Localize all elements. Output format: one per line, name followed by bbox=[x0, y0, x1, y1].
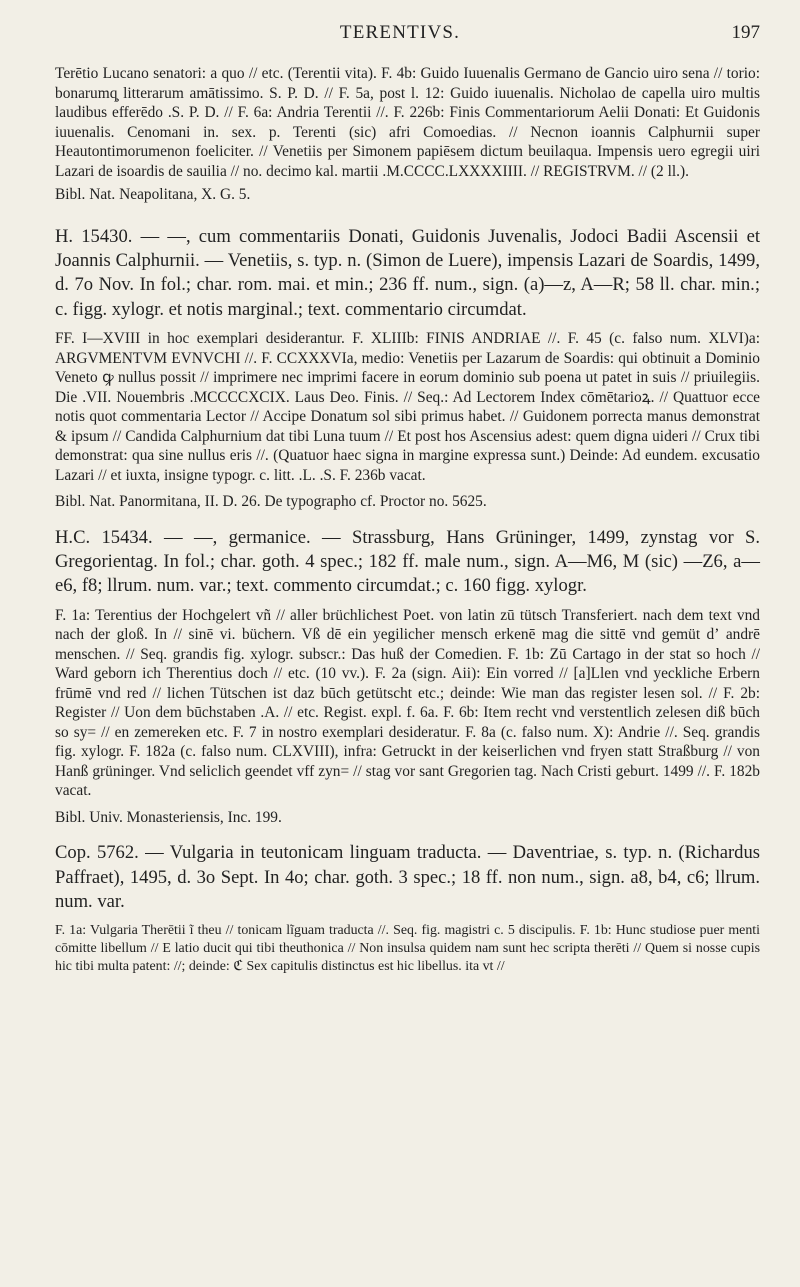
paragraph-p9: Cop. 5762. — Vulgaria in teutonicam linguam traducta. — Daventriae, s. typ. n. (Richardus Paffraet), 1495, d. 3o Sept. In 4o; char. goth. 3 spec.; 18 ff. non num., sign. a8, b4, c6; llrum. num. var. bbox=[55, 842, 760, 913]
page-header bbox=[0, 22, 800, 52]
running-head: TERENTIVS. bbox=[339, 22, 461, 43]
paragraph-p7: F. 1a: Terentius der Hochgelert vñ // aller brüchlichest Poet. von latin zū tütsch Transferiert. nach dem text vnd nach der gloß. In // sinē vi. büchern. Vß dē ein yegilicher mensch erkenē mag die sittē vnd gemüt dʼ andrē menschen. // Seq. grandis fig. xylogr. subscr.: Das huß der Comedien. F. 1b: Zū Cartago in der stat so hoch // Ward geborn ich Therentius doch // etc. (10 vv.). F. 2a (sign. Aii): Ein vorred // [a]Llen vnd yeckliche Erbern frūmē vnd red // lichen Tütschen ist daz būch getütscht etc.; deinde: Wie man das register lesen sol. // F. 2b: Register // Uon dem būchstaben .A. // etc. Regist. expl. f. 6a. F. 6b: Item recht vnd verstentlich zelesen diß būch so sy= // en zemereken etc. F. 7 in nostro exemplari desideratur. F. 8a (c. falso num. X): Andrie //. Seq. grandis fig. xylogr. F. 182a (c. falso num. CLXVIII), infra: Getruckt in der keiserlichen vnd fryen statt Straßburg // von Hanß grüninger. Vnd seliclich geendet vff zyn= // stag vor sant Gregorien tag. Nach Cristi geburt. 1499 //. F. 182b vacat. bbox=[55, 606, 760, 800]
document-body bbox=[55, 64, 760, 976]
paragraph-p6: H.C. 15434. — —, germanice. — Strassburg, Hans Grüninger, 1499, zynstag vor S. Gregorientag. In fol.; char. goth. 4 spec.; 182 ff. male num., sign. A—M6, M (sic) —Z6, a—e6, f8; llrum. num. var.; text. commento circumdat.; c. 160 figg. xylogr. bbox=[55, 526, 760, 597]
page-number: 197 bbox=[731, 22, 760, 43]
paragraph-p8: Bibl. Univ. Monasteriensis, Inc. 199. bbox=[55, 808, 282, 826]
paragraph-p1: Terētio Lucano senatori: a quo // etc. (Terentii vita). F. 4b: Guido Iuuenalis Germano de Gancio uiro sena // torio: bonarumq̧ litterarum amātissimo. S. P. D. // F. 5a, post l. 12: Guido iuuenalis. Nicholao de capella uiro multis laudibus efferēdo .S. P. D. // F. 6a: Andria Terentii //. F. 226b: Finis Commentariorum Aelii Donati: Et Guidonis iuuenalis. Cenomani in. sex. p. Terenti (sic) afri Comoedias. // Necnon ioannis Calphurnii super Heautontimorumenon foeliciter. // Venetiis per Simonem papiēsem dictum beuilaqua. Impensis uero egregii uiri Lazari de isoardis de sauilia // no. decimo kal. martii .M.CCCC.LXXXXIIII. // REGISTRVM. // (2 ll.). bbox=[55, 65, 760, 180]
paragraph-p4: FF. I—XVIII in hoc exemplari desiderantur. F. XLIIIb: FINIS ANDRIAE //. F. 45 (c. falso num. XLVI)a: ARGVMENTVM EVNVCHI //. F. CCXXXVIa, medio: Venetiis per Lazarum de Soardis: qui obtinuit a Dominio Veneto ꝙ nullus possit // imprimere nec imprimi facere in eorum dominio sub poena ut patet in suis // priuilegiis. Die .VII. Nouembris .MCCCCXCIX. Laus Deo. Finis. // Seq.: Ad Lectorem Index cōmētarioꝝ. // Quattuor ecce notis quot commentaria Lector // Accipe Donatum sol sibi primus habet. // Guidonem porrecta manus demonstrat & ipsum // Candida Calphurnium dat tibi Luna tuum // Et post hos Ascensius adest: quem digna uideri // Crux tibi demonstrat: qua sine nullus eris //. (Quatuor haec signa in margine expressa sunt.) Deinde: Ad eundem. excusatio Lazari // et iuxta, insigne typogr. c. litt. .L. .S. F. 236b vacat. bbox=[55, 330, 760, 484]
paragraph-p3: H. 15430. — —, cum commentariis Donati, Guidonis Juvenalis, Jodoci Badii Ascensii et Joannis Calphurnii. — Venetiis, s. typ. n. (Simon de Luere), impensis Lazari de Soardis, 1499, d. 7o Nov. In fol.; char. rom. mai. et min.; 236 ff. num., sign. (a)—z, A—R; 58 ll. char. min.; c. figg. xylogr. et notis marginal.; text. commentario circumdat. bbox=[55, 225, 760, 320]
paragraph-p5: Bibl. Nat. Panormitana, II. D. 26. De typographo cf. Proctor no. 5625. bbox=[55, 493, 487, 511]
paragraph-p2: Bibl. Nat. Neapolitana, X. G. 5. bbox=[55, 186, 251, 203]
paragraph-p10: F. 1a: Vulgaria Therētii ĩ theu // tonicam lĩguam traducta //. Seq. fig. magistri c. 5 discipulis. F. 1b: Hunc studiose puer menti cōmitte libellum // E latio ducit qui tibi theuthonica // Non insulsa quidem nam sunt hec scripta therēti // Quem si nosse cupis hic tibi multa patent: //; deinde: ℭ Sex capitulis distinctus est hic libellus. ita vt // bbox=[55, 922, 760, 974]
